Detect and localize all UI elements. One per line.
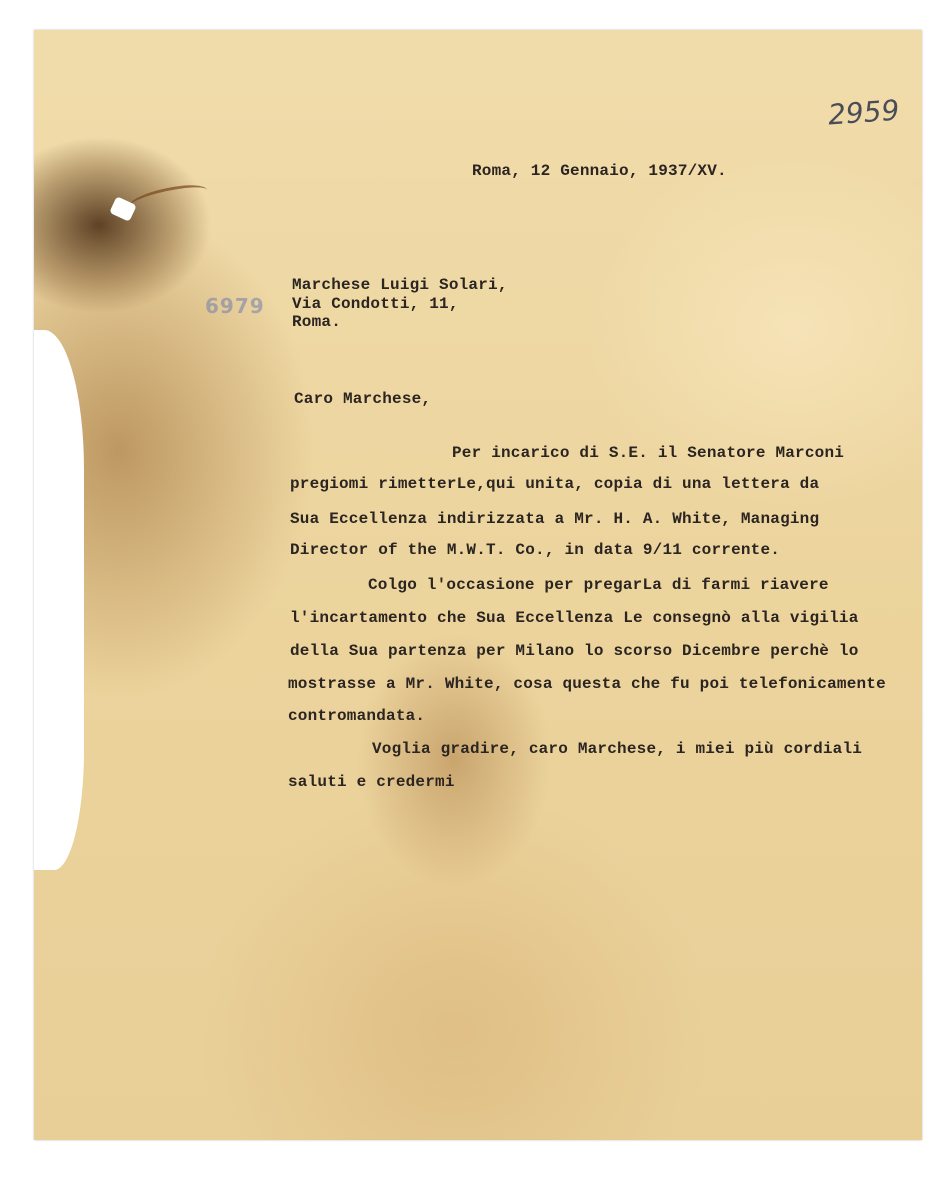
addressee-street: Via Condotti, 11,	[292, 295, 459, 313]
body-line: l'incartamento che Sua Eccellenza Le consegnò alla vigilia	[290, 609, 859, 627]
body-line: Sua Eccellenza indirizzata a Mr. H. A. White, Managing	[290, 510, 820, 528]
addressee-name: Marchese Luigi Solari,	[292, 276, 508, 294]
body-line: contromandata.	[288, 707, 426, 725]
body-line: mostrasse a Mr. White, cosa questa che fu poi telefonicamente	[288, 675, 886, 693]
body-line: Voglia gradire, caro Marchese, i miei più cordiali	[372, 740, 863, 758]
body-line: Director of the M.W.T. Co., in data 9/11 corrente.	[290, 541, 781, 559]
date-line: Roma, 12 Gennaio, 1937/XV.	[472, 162, 727, 180]
faded-stamp: 6979	[205, 294, 265, 318]
addressee-city: Roma.	[292, 313, 342, 331]
body-line: della Sua partenza per Milano lo scorso Dicembre perchè lo	[290, 642, 859, 660]
salutation: Caro Marchese,	[294, 390, 432, 408]
torn-edge	[34, 330, 84, 870]
body-line: Colgo l'occasione per pregarLa di farmi riavere	[368, 576, 829, 594]
body-line: pregiomi rimetterLe,qui unita, copia di una lettera da	[290, 475, 820, 493]
body-line: saluti e credermi	[288, 773, 455, 791]
body-line: Per incarico di S.E. il Senatore Marconi	[452, 444, 845, 462]
archive-number: 2959	[826, 93, 901, 132]
